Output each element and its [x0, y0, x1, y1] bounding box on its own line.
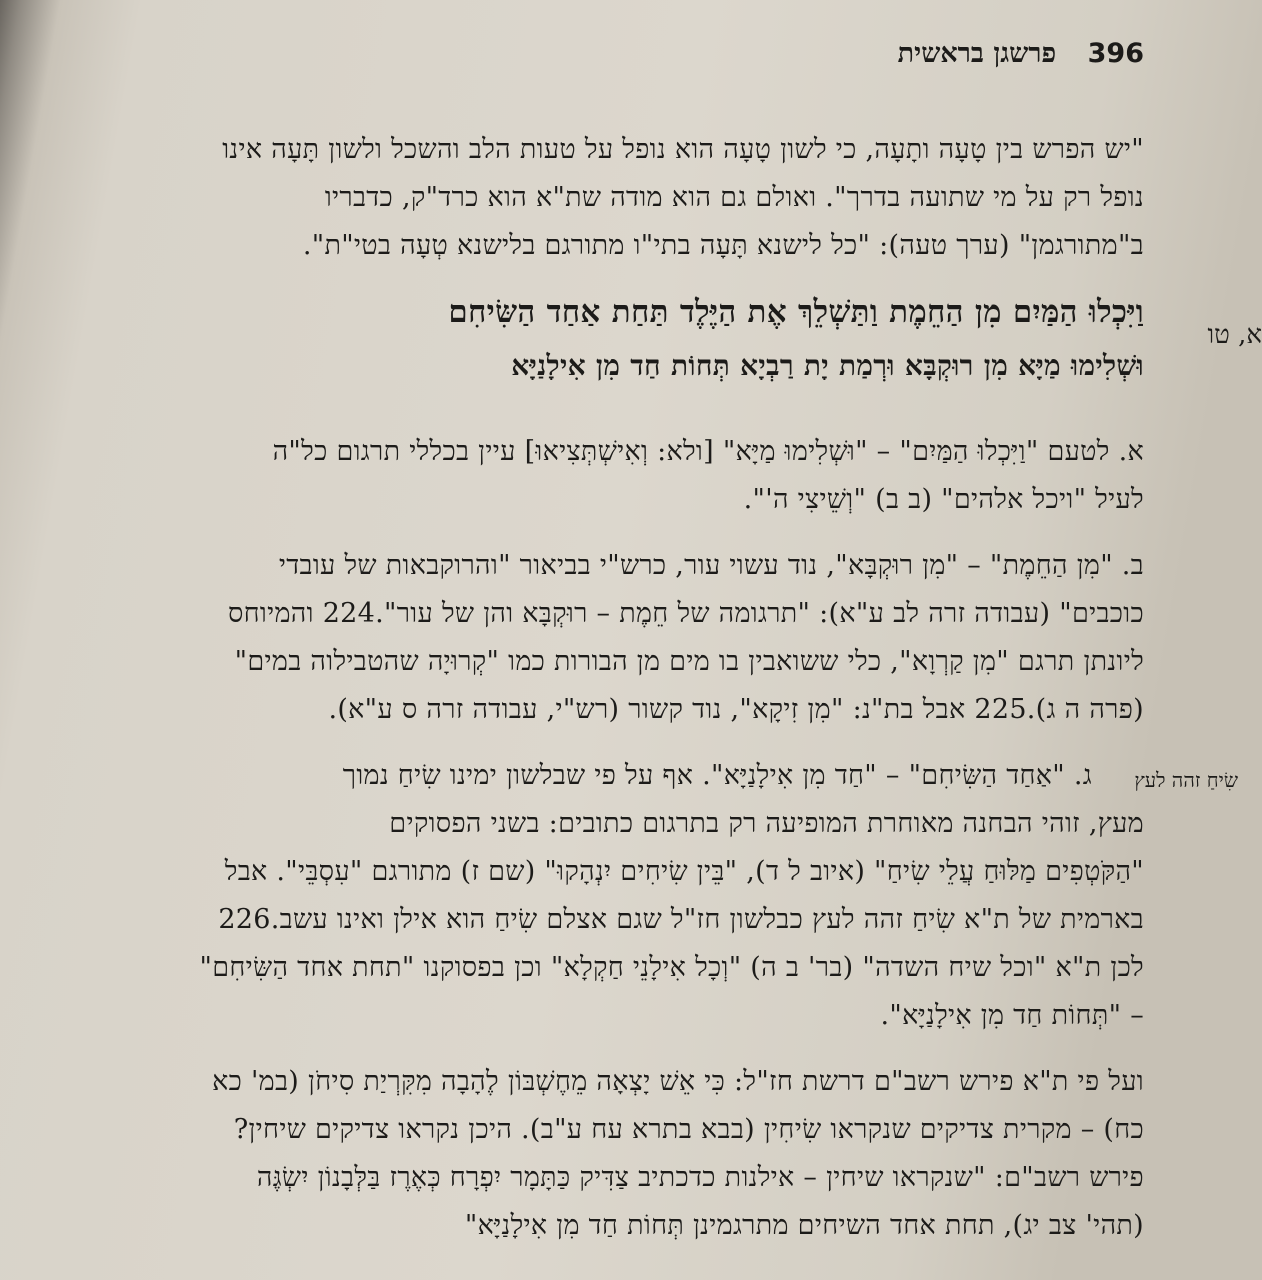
section-b-line: כוכבים" (עבודה זרה לב ע"א): "תרגומה של חֵמֶת – רוּקְבָּא והן של עור".224 והמיוחס: [227, 598, 1144, 629]
section-c-line: בארמית של ת"א שִׂיחַ זהה לעץ כבלשון חז"ל שגם אצלם שִׂיחַ הוא אילן ואינו עשב.226: [218, 904, 1144, 935]
section-d-line: פירש רשב"ם: "שנקראו שיחין – אילנות כדכתיב צַדִּיק כַּתָּמָר יִפְרָח כְּאֶרֶז בַּלְּבָנוֹן יִשְׂגֶּה: [256, 1162, 1144, 1193]
quote-line: ב"מתורגמן" (ערך טעה): "כל לישנא תָּעָה בתי"ו מתורגם בלישנא טְעָה בטי"ת".: [302, 230, 1144, 261]
section-d-line: ועל פי ת"א פירש רשב"ם דרשת חז"ל: כִּי אֵשׁ יָצְאָה מֵחֶשְׁבּוֹן לֶהָבָה מִקִּרְיַת סִיחֹן (במ' כא: [212, 1066, 1144, 1097]
section-b-line: (פרה ה ג).225 אבל בת"נ: "מִן זִיקָא", נוד קשור (רש"י, עבודה זרה ס ע"א).: [328, 694, 1144, 725]
section-c-line: לכן ת"א "וכל שיח השדה" (בר' ב ה) "וְכָל אִילָנֵי חַקְלָא" וכן בפסוקנו "תחת אחד הַשִּׂיחִם": [199, 952, 1144, 983]
margin-note: שִׂיחַ זהה לעץ: [1134, 768, 1238, 792]
quote-line: "יש הפרש בין טָעָה ותָעָה, כי לשון טָעָה הוא נופל על טעות הלב והשכל ולשון תָּעָה אינו: [222, 134, 1144, 165]
section-d-line: (תהי' צב יג), תחת אחד השיחים מתרגמינן תְּחוֹת חַד מִן אִילָנַיָּא": [464, 1210, 1144, 1241]
section-c-line: "הַקֹּטְפִים מַלּוּחַ עֲלֵי שִׂיחַ" (איוב ל ד), "בֵּין שִׂיחִים יִנְהָקוּ" (שם ז) מתורגם "עִסְבֵּי". אבל: [224, 856, 1144, 887]
section-b-line: ב. "מִן הַחֵמֶת" – "מִן רוּקְבָּא", נוד עשוי עור, כרש"י בביאור "והרוקבאות של עובדי: [278, 550, 1144, 581]
section-c-line: מעץ, זוהי הבחנה מאוחרת המופיעה רק בתרגום כתובים: בשני הפסוקים: [389, 808, 1144, 839]
section-c-line: ג. "אַחַד הַשִּׂיחִם" – "חַד מִן אִילָנַיָּא". אף על פי שבלשון ימינו שִׂיחַ נמוך: [342, 760, 1092, 791]
page-number: 396: [1087, 38, 1144, 69]
running-title: פרשגן בראשית: [897, 38, 1057, 69]
section-a-line: א. לטעם "וַיִּכְלוּ הַמַּיִם" – "וּשְׁלִימוּ מַיָּא" [ולא: וְאִישְׁתְּצִיאוּ] עיין בכללי תרגום כל"ה: [272, 436, 1144, 467]
verse-targum: וּשְׁלִימוּ מַיָּא מִן רוּקְבָּא וּרְמַת יָת רַבְיָא תְּחוֹת חַד מִן אִילָנַיָּא: [511, 349, 1144, 382]
section-b-line: ליונתן תרגם "מִן קַרְוָא", כלי ששואבין בו מים מן הבורות כמו "קְרוּיָה שהטבילוה במים": [234, 646, 1144, 677]
quote-line: נופל רק על מי שתועה בדרך". ואולם גם הוא מודה שת"א הוא כרד"ק, כדבריו: [324, 182, 1144, 213]
page-header: [898, 38, 1144, 69]
section-a-line: לעיל "ויכל אלהים" (ב ב) "וְשֵׁיצִי ה'".: [743, 484, 1144, 515]
verse-reference: א, טו: [1207, 320, 1262, 350]
section-c-line: – "תְּחוֹת חַד מִן אִילָנַיָּא".: [880, 1000, 1144, 1031]
section-d-line: כח) – מקרית צדיקים שנקראו שִׂיחִין (בבא בתרא עח ע"ב). היכן נקראו צדיקים שיחין?: [233, 1114, 1144, 1145]
verse-hebrew: וַיִּכְלוּ הַמַּיִם מִן הַחֵמֶת וַתַּשְׁלֵךְ אֶת הַיֶּלֶד תַּחַת אַחַד הַשִּׂיחִם: [448, 294, 1144, 330]
